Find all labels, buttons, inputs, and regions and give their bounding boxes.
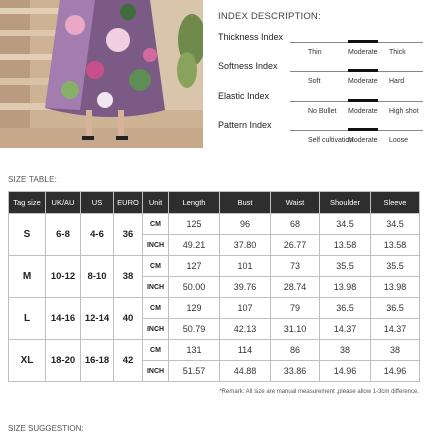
index-name: Elastic Index [218, 91, 270, 101]
measurement-cell: 33.86 [271, 361, 320, 382]
index-option: Thin [308, 49, 322, 56]
index-row [218, 32, 430, 60]
table-row [9, 340, 420, 361]
column-header: Bust [220, 192, 271, 214]
tag-size-cell: L [9, 298, 46, 340]
unit-cell: CM [143, 214, 169, 235]
measurement-cell: 26.77 [271, 235, 320, 256]
measurement-cell: 38 [371, 340, 420, 361]
unit-cell: INCH [143, 361, 169, 382]
index-option: Thick [389, 49, 406, 56]
column-header: Waist [271, 192, 320, 214]
measurement-cell: 79 [271, 298, 320, 319]
measurement-cell: 96 [220, 214, 271, 235]
measurement-cell: 28.74 [271, 277, 320, 298]
column-header: US [81, 192, 114, 214]
index-option: High shot [389, 108, 419, 115]
table-row [9, 298, 420, 319]
unit-cell: INCH [143, 235, 169, 256]
index-selected-marker [348, 69, 378, 72]
column-header: UK/AU [46, 192, 81, 214]
index-name: Softness Index [218, 61, 278, 71]
index-selected-marker [348, 99, 378, 102]
size-remark: *Remark: All size are manual measurement ,please allow 1-3cm difference. [219, 389, 419, 395]
index-selected-marker [348, 128, 378, 131]
index-option: Loose [389, 137, 409, 144]
measurement-cell: 129 [169, 298, 220, 319]
measurement-cell: 13.58 [371, 235, 420, 256]
tag-size-cell: XL [9, 340, 46, 382]
us-size-cell: 8-10 [81, 256, 114, 298]
euro-size-cell: 42 [114, 340, 143, 382]
index-option: Hard [389, 78, 405, 85]
index-option: No Bullet [308, 108, 337, 115]
dress-photo-image [0, 0, 203, 148]
index-option: Soft [308, 78, 321, 85]
size-table [8, 191, 420, 382]
measurement-cell: 35.5 [320, 256, 371, 277]
us-size-cell: 4-6 [81, 214, 114, 256]
measurement-cell: 37.80 [220, 235, 271, 256]
uk-size-cell: 14-16 [46, 298, 81, 340]
euro-size-cell: 38 [114, 256, 143, 298]
measurement-cell: 68 [271, 214, 320, 235]
measurement-cell: 36.5 [320, 298, 371, 319]
index-name: Pattern Index [218, 120, 272, 130]
measurement-cell: 38 [320, 340, 371, 361]
size-suggestion-title: SIZE SUGGESTION: [8, 424, 84, 433]
measurement-cell: 73 [271, 256, 320, 277]
unit-cell: CM [143, 298, 169, 319]
euro-size-cell: 40 [114, 298, 143, 340]
us-size-cell: 16-18 [81, 340, 114, 382]
measurement-cell: 13.58 [320, 235, 371, 256]
measurement-cell: 50.00 [169, 277, 220, 298]
measurement-cell: 35.5 [371, 256, 420, 277]
euro-size-cell: 36 [114, 214, 143, 256]
index-name: Thickness Index [218, 32, 284, 42]
index-row [218, 61, 430, 89]
column-header: Tag size [9, 192, 46, 214]
column-header: Unit [143, 192, 169, 214]
measurement-cell: 14.37 [320, 319, 371, 340]
unit-cell: INCH [143, 277, 169, 298]
measurement-cell: 86 [271, 340, 320, 361]
measurement-cell: 101 [220, 256, 271, 277]
index-selected-marker [348, 40, 378, 43]
table-row [9, 214, 420, 235]
measurement-cell: 114 [220, 340, 271, 361]
measurement-cell: 13.98 [320, 277, 371, 298]
index-option: Moderate [348, 49, 378, 56]
measurement-cell: 51.57 [169, 361, 220, 382]
measurement-cell: 125 [169, 214, 220, 235]
uk-size-cell: 10-12 [46, 256, 81, 298]
measurement-cell: 34.5 [320, 214, 371, 235]
index-row [218, 120, 430, 148]
index-option: Moderate [348, 137, 378, 144]
unit-cell: CM [143, 256, 169, 277]
measurement-cell: 131 [169, 340, 220, 361]
measurement-cell: 14.96 [320, 361, 371, 382]
index-row [218, 91, 430, 119]
table-row [9, 256, 420, 277]
measurement-cell: 34.5 [371, 214, 420, 235]
index-option: Moderate [348, 78, 378, 85]
measurement-cell: 14.96 [371, 361, 420, 382]
size-table-header [9, 192, 420, 214]
column-header: Length [169, 192, 220, 214]
tag-size-cell: S [9, 214, 46, 256]
measurement-cell: 127 [169, 256, 220, 277]
measurement-cell: 44.88 [220, 361, 271, 382]
unit-cell: CM [143, 340, 169, 361]
measurement-cell: 50.79 [169, 319, 220, 340]
measurement-cell: 49.21 [169, 235, 220, 256]
uk-size-cell: 18-20 [46, 340, 81, 382]
index-description-title: INDEX DESCRIPTION: [218, 11, 321, 22]
measurement-cell: 13.98 [371, 277, 420, 298]
index-option: Self cultivation [308, 137, 354, 144]
column-header: EURO [114, 192, 143, 214]
tag-size-cell: M [9, 256, 46, 298]
measurement-cell: 107 [220, 298, 271, 319]
unit-cell: INCH [143, 319, 169, 340]
index-option: Moderate [348, 108, 378, 115]
measurement-cell: 42.13 [220, 319, 271, 340]
us-size-cell: 12-14 [81, 298, 114, 340]
measurement-cell: 14.37 [371, 319, 420, 340]
column-header: Shoulder [320, 192, 371, 214]
size-table-title: SIZE TABLE: [8, 175, 58, 184]
measurement-cell: 39.76 [220, 277, 271, 298]
column-header: Sleeve [371, 192, 420, 214]
measurement-cell: 31.10 [271, 319, 320, 340]
product-photo [0, 0, 203, 148]
uk-size-cell: 6-8 [46, 214, 81, 256]
measurement-cell: 36.5 [371, 298, 420, 319]
